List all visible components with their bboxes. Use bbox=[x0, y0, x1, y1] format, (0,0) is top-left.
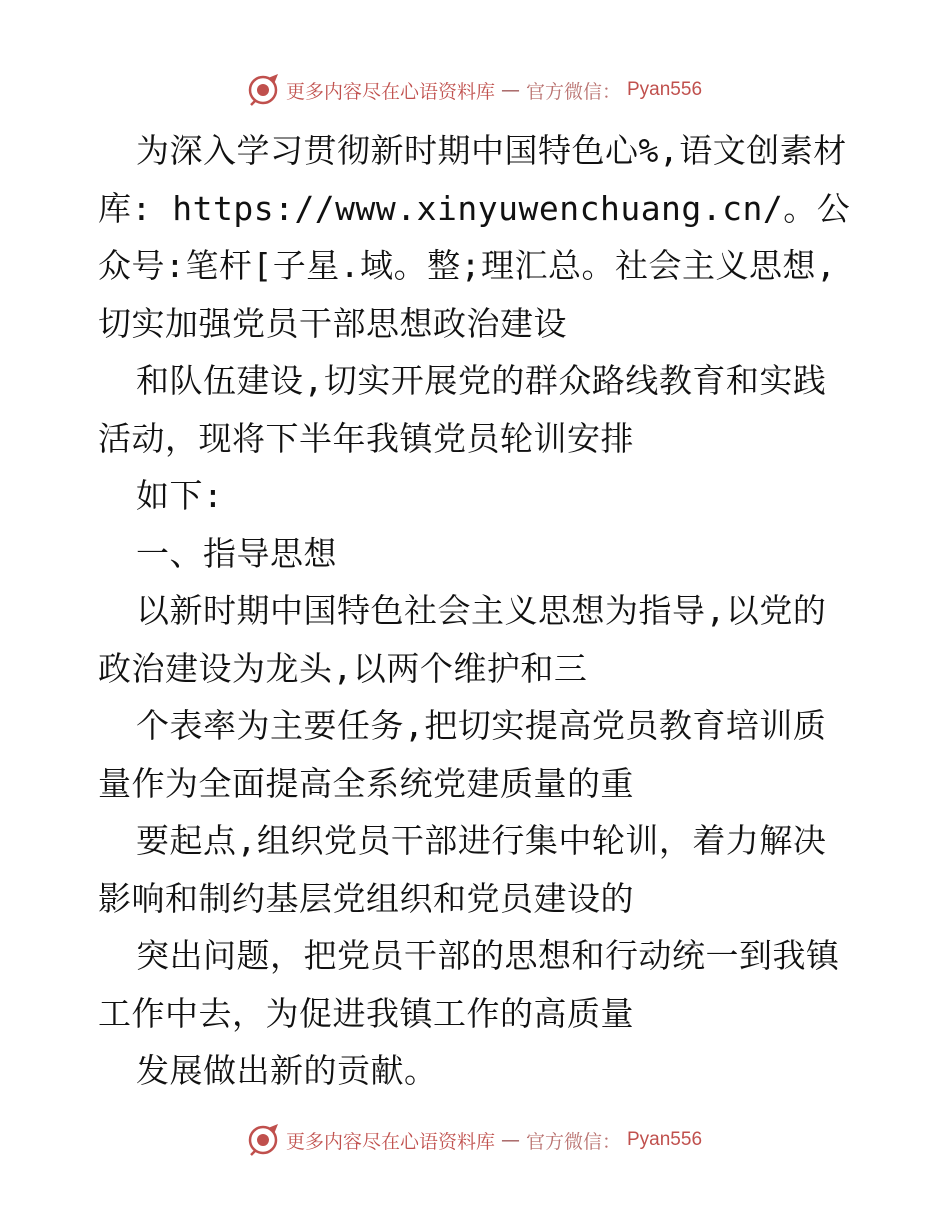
paragraph-intro: 为深入学习贯彻新时期中国特色心%,语文创素材库: https://www.xinyuwenchuang.cn/。公众号:笔杆[子星.域。整;理汇总。社会主义思想,切实加强党员干部思想政治建设 bbox=[98, 131, 851, 343]
document-body bbox=[98, 122, 858, 1100]
watermark-wechat-label: 官方微信： bbox=[525, 1130, 621, 1153]
section-heading: 一、指导思想 bbox=[136, 533, 337, 573]
watermark-account: Pyan556 bbox=[627, 1129, 703, 1150]
paragraph-5: 以新时期中国特色社会主义思想为指导,以党的政治建设为龙头,以两个维护和三 bbox=[98, 591, 827, 688]
watermark-wechat-label: 官方微信： bbox=[525, 80, 621, 103]
watermark-separator: — bbox=[500, 79, 520, 101]
pen-logo-icon bbox=[248, 1124, 280, 1156]
paragraph-8: 突出问题，把党员干部的思想和行动统一到我镇工作中去，为促进我镇工作的高质量 bbox=[98, 936, 840, 1033]
footer-watermark bbox=[0, 1124, 950, 1156]
paragraph-3: 如下: bbox=[136, 476, 224, 515]
header-watermark bbox=[0, 74, 950, 106]
watermark-site-text: 更多内容尽在心语资料库 bbox=[285, 1130, 495, 1153]
paragraph-9: 发展做出新的贡献。 bbox=[136, 1051, 438, 1090]
paragraph-7: 要起点,组织党员干部进行集中轮训，着力解决影响和制约基层党组织和党员建设的 bbox=[98, 821, 827, 918]
pen-logo-icon bbox=[248, 74, 280, 106]
watermark-account: Pyan556 bbox=[627, 79, 703, 100]
paragraph-6: 个表率为主要任务,把切实提高党员教育培训质量作为全面提高全系统党建质量的重 bbox=[98, 706, 827, 803]
paragraph-2: 和队伍建设,切实开展党的群众路线教育和实践活动，现将下半年我镇党员轮训安排 bbox=[98, 361, 827, 458]
watermark-separator: — bbox=[500, 1129, 520, 1151]
watermark-site-text: 更多内容尽在心语资料库 bbox=[285, 80, 495, 103]
